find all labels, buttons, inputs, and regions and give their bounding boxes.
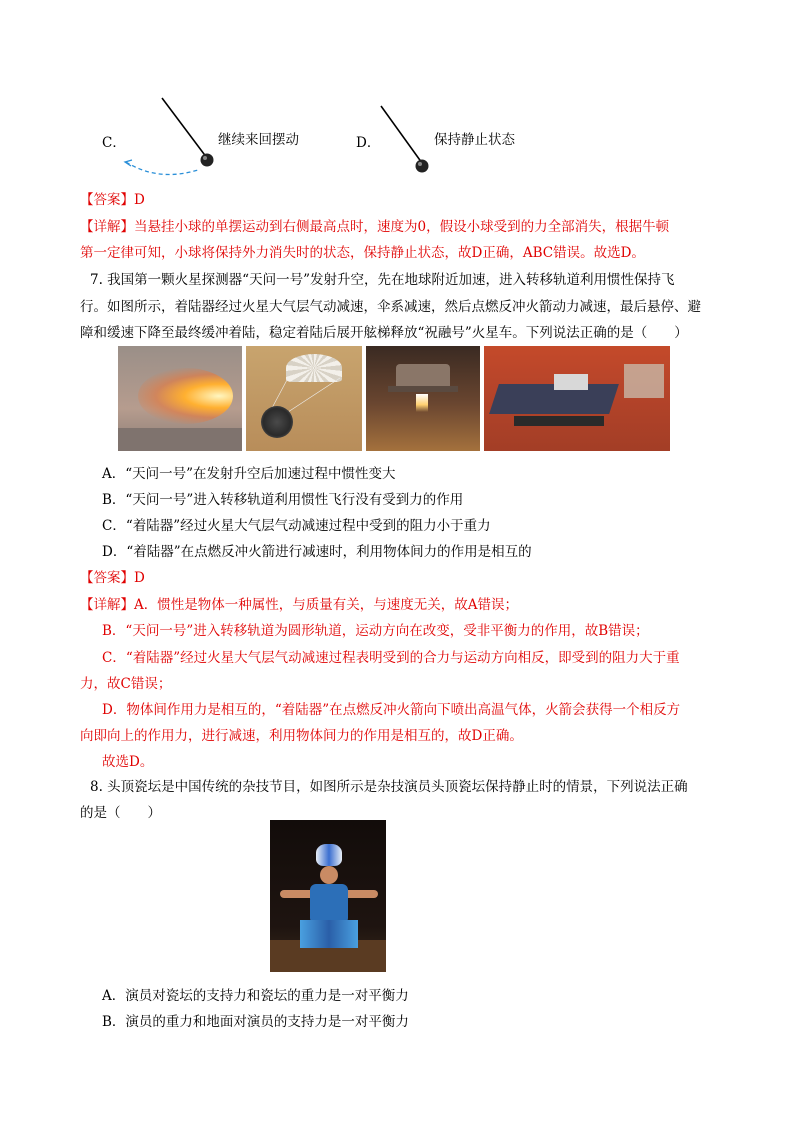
q6-answer: 【答案】D (80, 192, 145, 208)
q7-detail-line4: 力，故C错误； (80, 676, 172, 692)
q8-option-a: A．演员对瓷坛的支持力和瓷坛的重力是一对平衡力 (102, 988, 409, 1004)
parachute-descent-photo (246, 346, 362, 451)
q7-stem-line1: 7. 我国第一颗火星探测器“天问一号”发射升空，先在地球附近加速，进入转移轨道利用惯性保持飞 (90, 272, 675, 288)
lander-hover-photo (366, 346, 480, 451)
q7-detail-line7: 故选D。 (102, 754, 154, 770)
q7-detail-line1: 【详解】A．惯性是物体一种属性，与质量有关，与速度无关，故A错误； (80, 597, 518, 613)
q7-option-a: A．“天问一号”在发射升空后加速过程中惯性变大 (102, 466, 396, 482)
option-d-text: 保持静止状态 (434, 132, 515, 148)
q7-stem-line2: 行。如图所示，着陆器经过火星大气层气动减速，伞系减速，然后点燃反冲火箭动力减速，最后悬停、避 (80, 299, 701, 315)
option-c-text: 继续来回摆动 (218, 132, 299, 148)
q7-option-c: C．“着陆器”经过火星大气层气动减速过程中受到的阻力小于重力 (102, 518, 491, 534)
q6-detail-line1: 【详解】当悬挂小球的单摆运动到右侧最高点时，速度为0，假设小球受到的力全部消失，根据牛顿 (80, 219, 670, 235)
acrobat-photo (270, 820, 386, 972)
rover-zhurong-photo (484, 346, 670, 451)
q7-option-b: B．“天问一号”进入转移轨道利用惯性飞行没有受到力的作用 (102, 492, 464, 508)
q7-detail-line3: C．“着陆器”经过火星大气层气动减速过程表明受到的合力与运动方向相反，即受到的阻力大于重 (102, 650, 680, 666)
q7-detail-line5: D．物体间作用力是相互的，“着陆器”在点燃反冲火箭向下喷出高温气体，火箭会获得一个相反方 (102, 702, 681, 718)
q7-option-d: D．“着陆器”在点燃反冲火箭进行减速时，利用物体间力的作用是相互的 (102, 544, 532, 560)
option-d-label: D． (356, 135, 381, 151)
q7-detail-line6: 向即向上的作用力，进行减速，利用物体间力的作用是相互的，故D正确。 (80, 728, 523, 744)
q7-stem-line3: 障和缓速下降至最终缓冲着陆，稳定着陆后展开舷梯释放“祝融号”火星车。下列说法正确的是（ ） (80, 325, 688, 341)
q7-detail-line2: B．“天问一号”进入转移轨道为圆形轨道，运动方向在改变，受非平衡力的作用，故B错误； (102, 623, 649, 639)
pendulum-c-figure (118, 92, 218, 182)
q8-stem-line2: 的是（ ） (80, 805, 161, 821)
pendulum-d-figure (375, 100, 435, 182)
q8-stem-line1: 8. 头顶瓷坛是中国传统的杂技节目，如图所示是杂技演员头顶瓷坛保持静止时的情景，下列说法正确 (90, 779, 688, 795)
q8-option-b: B．演员的重力和地面对演员的支持力是一对平衡力 (102, 1014, 409, 1030)
q6-detail-line2: 第一定律可知，小球将保持外力消失时的状态，保持静止状态，故D正确，ABC错误。故选D。 (80, 245, 645, 261)
atmospheric-entry-photo (118, 346, 242, 451)
option-c-label: C． (102, 135, 126, 151)
q7-answer: 【答案】D (80, 570, 145, 586)
